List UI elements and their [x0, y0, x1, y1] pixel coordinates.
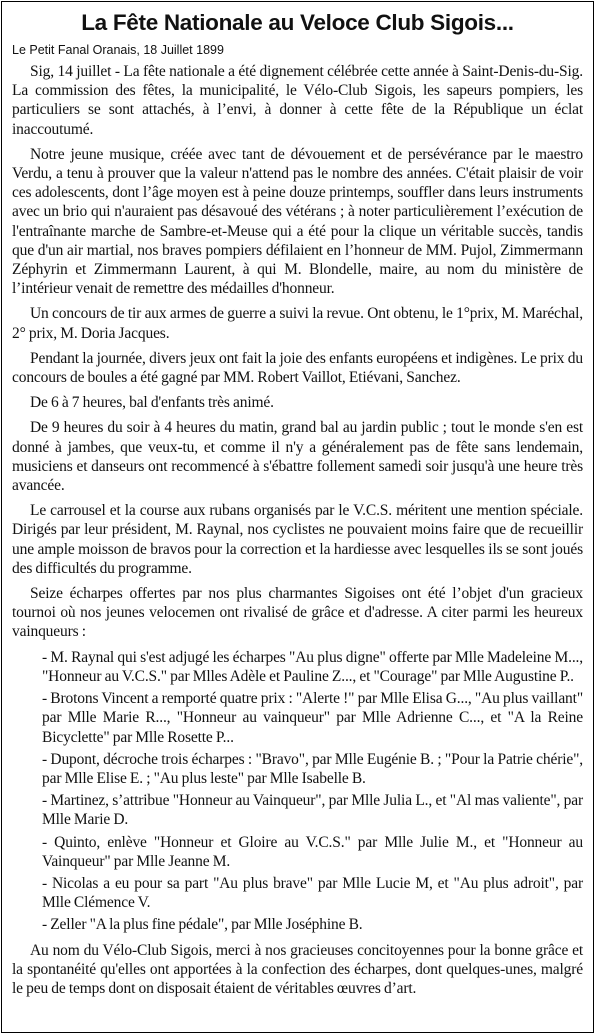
paragraph: De 9 heures du soir à 4 heures du matin, grand bal au jardin public ; tout le monde s'en est donné à jambes, que veux-tu, et comme il n'y a généralement pas de fête sans lendemain, musiciens et danseurs ont recommencé à s'ébattre follement samedi soir jusqu'à une heure très avancée.	[12, 419, 583, 495]
winner-item: - Martinez, s’attribue "Honneur au Vainqueur", par Mlle Julia L., et "Al mas valiente", par Mlle Marie D.	[42, 792, 583, 829]
winner-item: - Dupont, décroche trois écharpes : "Bravo", par Mlle Eugénie B. ; "Pour la Patrie chérie", par Mlle Elise E. ; "Au plus leste" par Mlle Isabelle B.	[42, 750, 583, 787]
winners-list	[12, 648, 583, 935]
paragraph: Notre jeune musique, créée avec tant de dévouement et de persévérance par le maestro Verdu, a tenu à prouver que la valeur n'attend pas le nombre des années. C'était plaisir de voir ces adolescents, dont l’âge moyen est à peine douze printemps, souffler dans leurs instruments avec un brio qui n'auraient pas désavoué des vétérans ; à noter particulièrement l’exécution de l'entraînante marche de Sambre-et-Meuse qui a été pour la clique un véritable succès, tandis que d'un air martial, nos braves pompiers défilaient en l’honneur de MM. Pujol, Zimmermann Zéphyrin et Zimmermann Laurent, à qui M. Blondelle, maire, au nom du ministère de l’intérieur venait de remettre des médailles d'honneur.	[12, 145, 583, 298]
paragraph: De 6 à 7 heures, bal d'enfants très animé.	[30, 394, 274, 412]
closing-paragraph: Au nom du Vélo-Club Sigois, merci à nos gracieuses concitoyennes pour la bonne grâce et la spontanéité qu'elles ont apportées à la confection des écharpes, dont quelques-unes, malgré le peu de temps dont on disposait étaient de véritables œuvres d’art.	[12, 941, 583, 997]
paragraph: Le carrousel et la course aux rubans organisés par le V.C.S. méritent une mention spéciale. Dirigés par leur président, M. Raynal, nos cyclistes ne pouvaient moins faire que de recueillir une ample moisson de bravos pour la correction et la hardiesse avec lesquelles ils se sont joués des difficultés du programme.	[12, 502, 583, 577]
article-title: La Fête Nationale au Veloce Club Sigois...	[81, 10, 514, 35]
winner-item: - M. Raynal qui s'est adjugé les écharpes "Au plus digne" offerte par Mlle Madeleine M..., "Honneur au V.C.S." par Mlles Adèle et Pauline Z..., et "Courage" par Mlle Augustine P..	[42, 648, 583, 685]
winner-item: - Brotons Vincent a remporté quatre prix : "Alerte !" par Mlle Elisa G..., "Au plus vaillant" par Mlle Marie R..., "Honneur au vainqueur" par Mlle Adrienne C..., et "A la Reine Bicyclette" par Mlle Rosette P...	[42, 690, 583, 746]
paragraph: Sig, 14 juillet - La fête nationale a été dignement célébrée cette année à Saint-Denis-du-Sig. La commission des fêtes, la municipalité, le Vélo-Club Sigois, les sapeurs pompiers, les particuliers se sont attachés, à l’envi, à donner à cette fête de la République un éclat inaccoutumé.	[12, 63, 583, 138]
paragraph: Pendant la journée, divers jeux ont fait la joie des enfants européens et indigènes. Le prix du concours de boules a été gagné par MM. Robert Vaillot, Etiévani, Sanchez.	[12, 349, 583, 387]
winner-item: - Zeller "A la plus fine pédale", par Mlle Joséphine B.	[42, 916, 363, 934]
paragraph: Seize écharpes offertes par nos plus charmantes Sigoises ont été l’objet d'un gracieux tournoi où nos jeunes velocemen ont rivalisé de grâce et d'adresse. A citer parmi les heureux vainqueurs :	[12, 585, 583, 641]
winner-item: - Quinto, enlève "Honneur et Gloire au V.C.S." par Mlle Julie M., et "Honneur au Vainqueur" par Mlle Jeanne M.	[42, 833, 583, 870]
paragraph: Un concours de tir aux armes de guerre a suivi la revue. Ont obtenu, le 1°prix, M. Maréchal, 2° prix, M. Doria Jacques.	[12, 305, 583, 342]
source-line: Le Petit Fanal Oranais, 18 Juillet 1899	[12, 43, 224, 57]
winner-item: - Nicolas a eu pour sa part "Au plus brave" par Mlle Lucie M, et "Au plus adroit", par Mlle Clémence V.	[42, 874, 583, 912]
article	[1, 1, 594, 1033]
